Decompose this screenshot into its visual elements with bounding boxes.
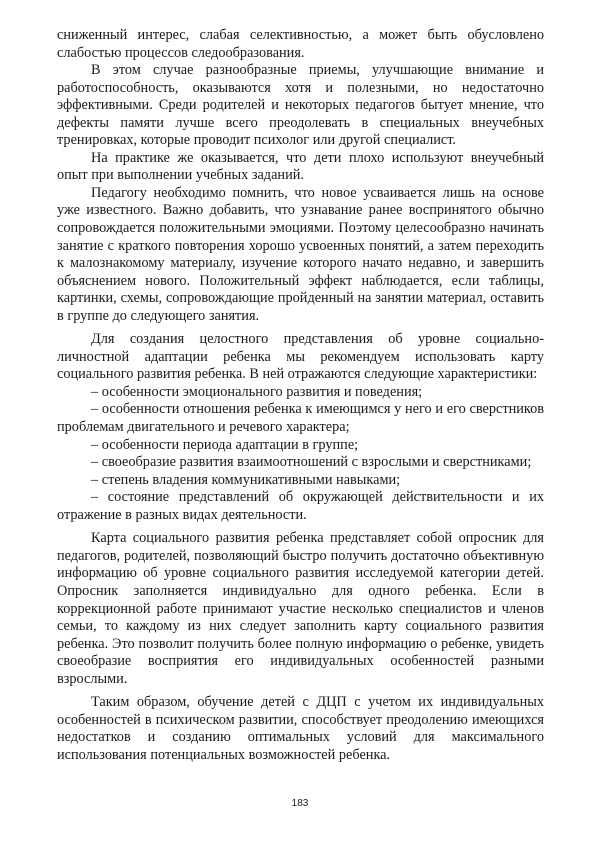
paragraph-teacher-advice: Педагогу необходимо помнить, что новое усваивается лишь на основе уже известного. Важно добавить, что узнавание ранее воспринятого обычно сопровождается положительными эмоциями. Поэтому целесообразно начинать занятие с краткого повторения хорошо усвоенных понятий, а затем переходить к малознакомому материалу, изучение которого начато недавно, и завершить объяснением нового. Положительный эффект наблюдается, если таблицы, картинки, схемы, сопровождающие пройденный на занятии материал, оставить в группе до следующего занятия. xyxy=(57,184,544,324)
paragraph-practice: На практике же оказывается, что дети плохо используют внеучебный опыт при выполнении учебных заданий. xyxy=(57,149,544,184)
list-item: – особенности периода адаптации в группе; xyxy=(91,436,359,453)
paragraph-techniques: В этом случае разнообразные приемы, улучшающие внимание и работоспособность, оказываются хотя и полезными, но недостаточно эффективными. Среди родителей и некоторых педагогов бытует мнение, что дефекты памяти лучше всего преодолевать в специальных внеучебных тренировках, которые проводит психолог или другой специалист. xyxy=(57,62,544,149)
paragraph-social-map-intro: Для создания целостного представления об уровне социально-личностной адаптации ребенка мы рекомендуем использовать карту социального развития ребенка. В ней отражаются следующие характеристики: xyxy=(57,331,544,383)
list-item: – степень владения коммуникативными навыками; xyxy=(91,471,401,488)
characteristics-list xyxy=(57,384,544,524)
paragraph-continuation: сниженный интерес, слабая селективностью, а может быть обусловлено слабостью процессов следообразования. xyxy=(57,27,544,61)
paragraph-conclusion: Таким образом, обучение детей с ДЦП с учетом их индивидуальных особенностей в психическом развитии, способствует преодолению имеющихся недостатков и созданию оптимальных условий для максимального использования потенциальных возможностей ребенка. xyxy=(57,694,544,763)
list-item: – состояние представлений об окружающей действительности и их отражение в разных видах деятельности. xyxy=(57,489,544,523)
list-item: – своеобразие развития взаимоотношений с взрослыми и сверстниками; xyxy=(91,454,532,471)
paragraph-questionnaire: Карта социального развития ребенка представляет собой опросник для педагогов, родителей, позволяющий быстро получить достаточно объективную информацию об уровне социального развития исследуемой категории детей. Опросник заполняется индивидуально для одного ребенка. Если в коррекционной работе принимают участие несколько специалистов и членов семьи, то каждому из них следует заполнить карту социального развития ребенка. Это позволит получить более полную информацию о ребенке, увидеть своеобразие восприятия его индивидуальных особенностей разными взрослыми. xyxy=(57,530,544,687)
list-item: – особенности эмоционального развития и поведения; xyxy=(91,383,423,400)
page-number: 183 xyxy=(291,798,309,809)
page-body xyxy=(57,27,544,764)
list-item: – особенности отношения ребенка к имеющимся у него и его сверстников проблемам двигательного и речевого характера; xyxy=(57,401,544,436)
